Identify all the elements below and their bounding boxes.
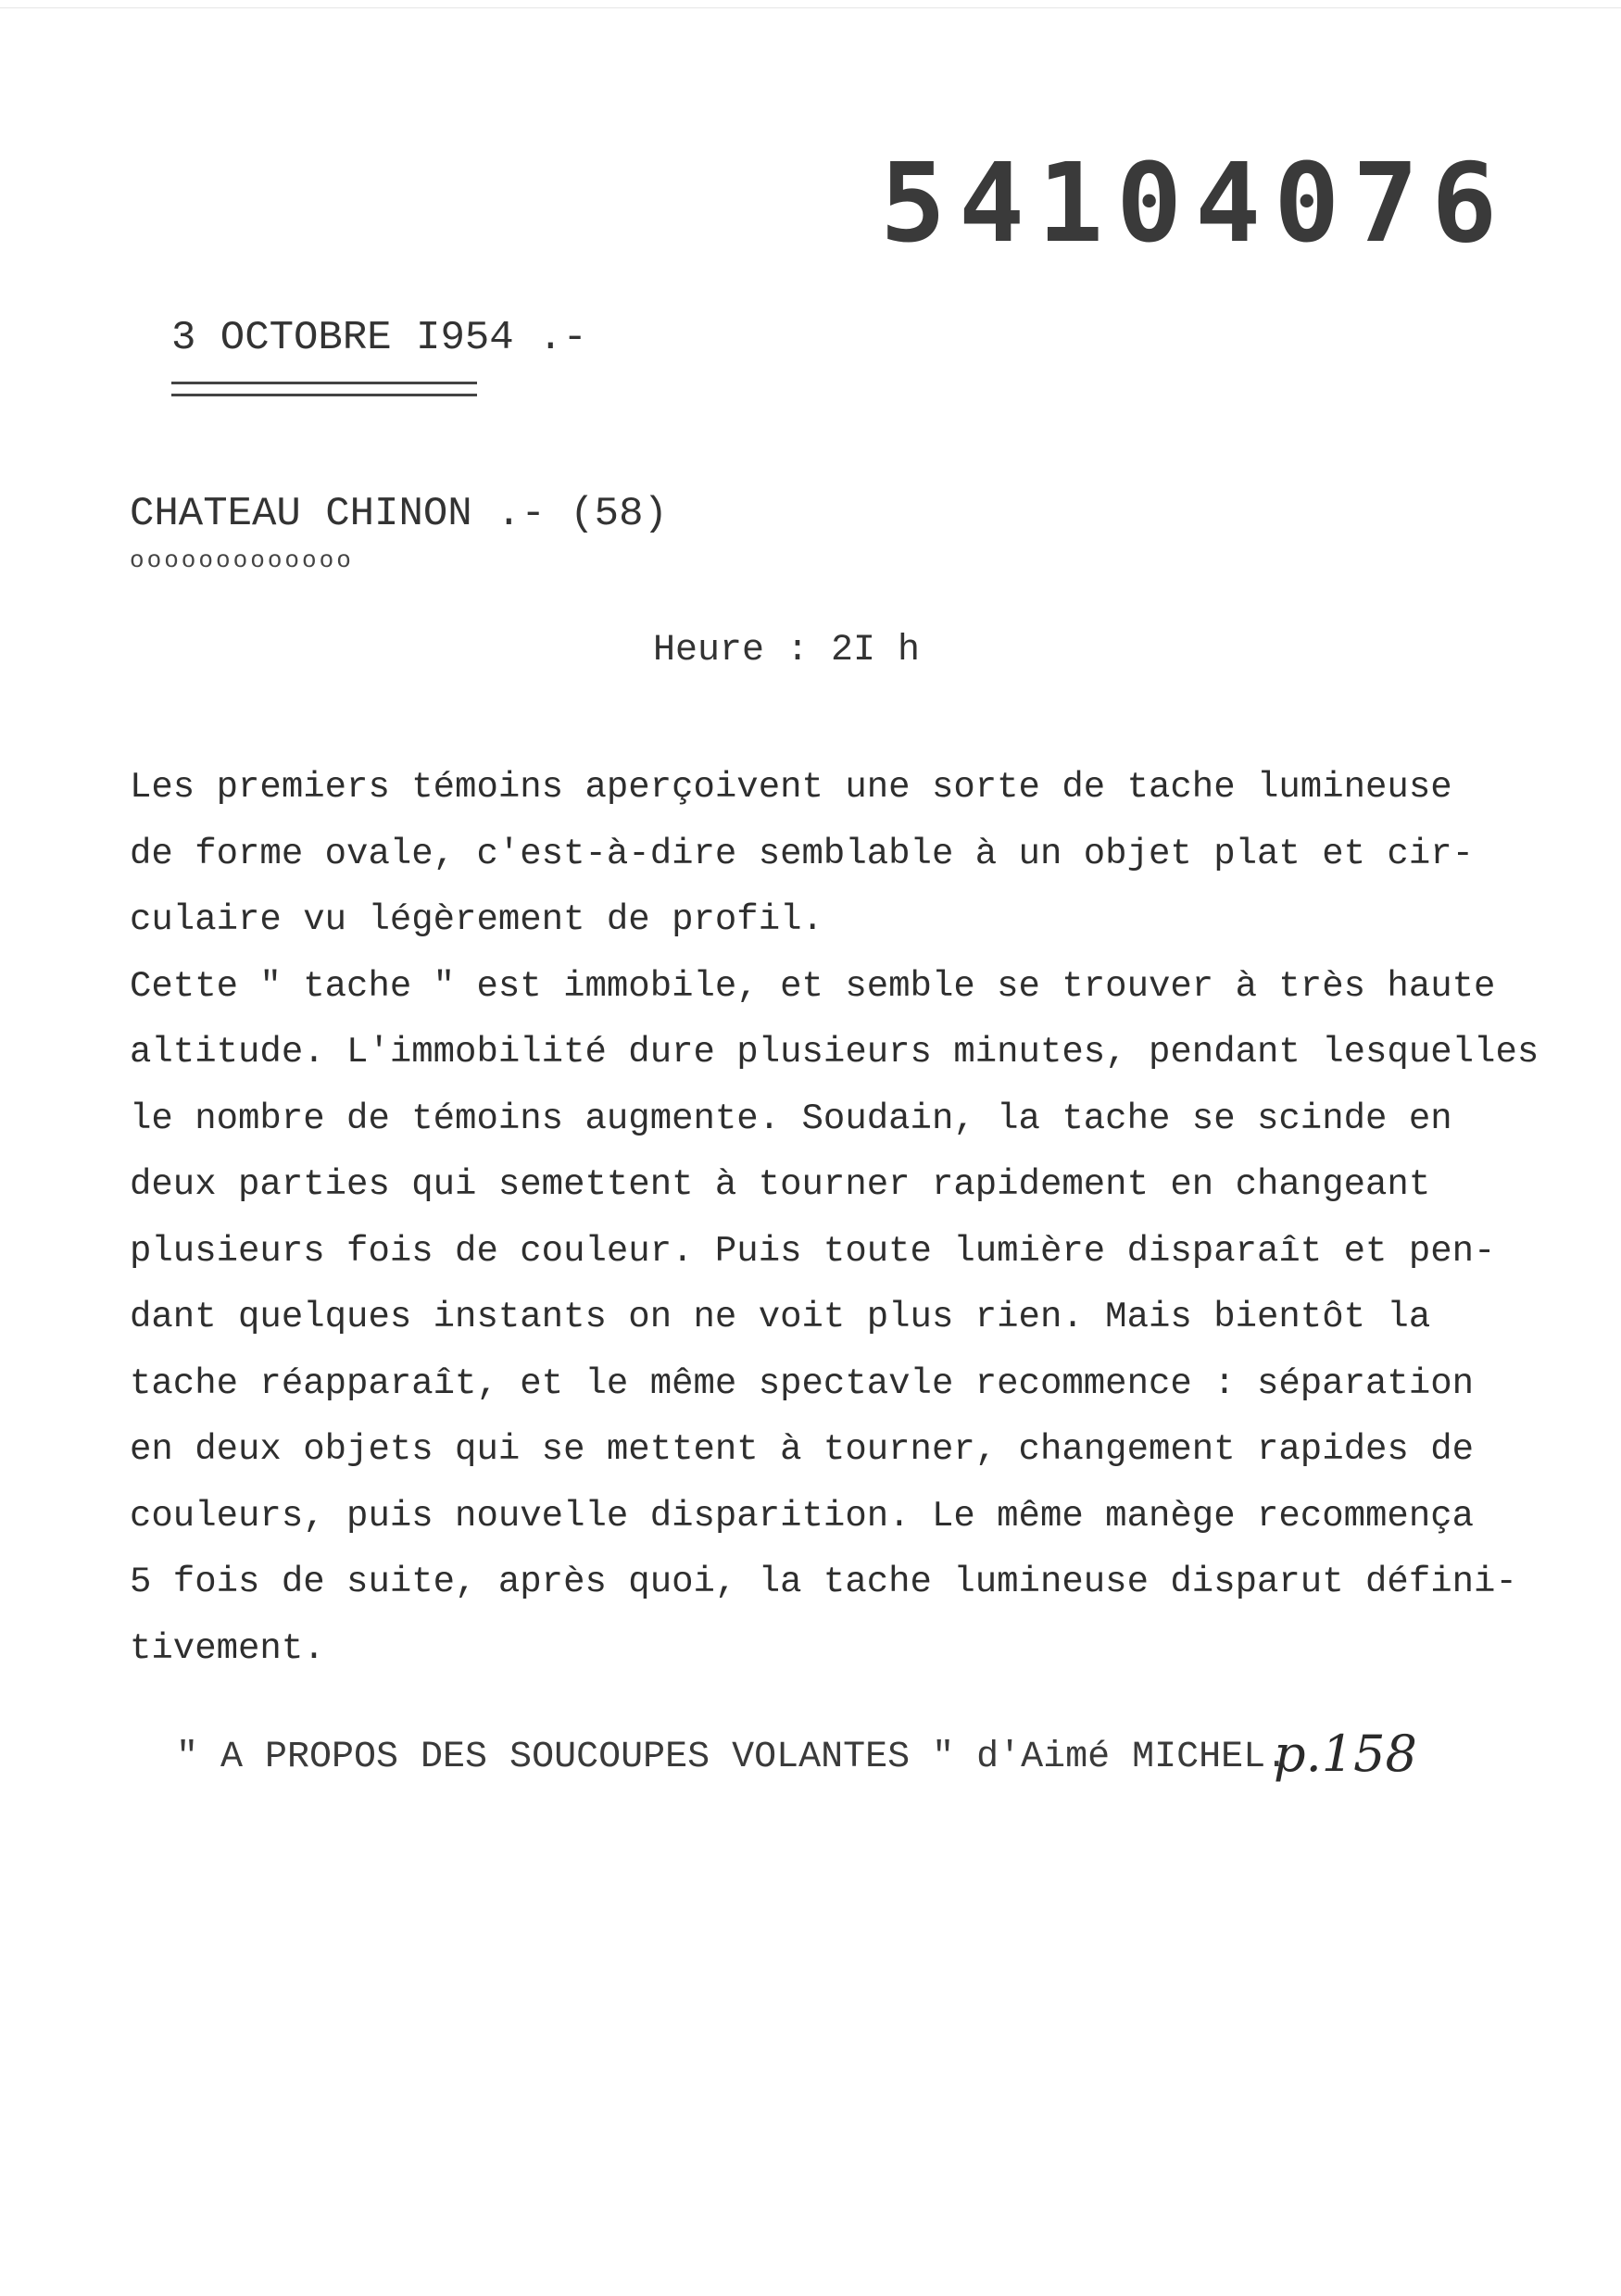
reference-number: 54104076 <box>880 139 1511 267</box>
body-line: en deux objets qui se mettent à tourner, changement rapides de <box>130 1429 1475 1470</box>
body-line: altitude. L'immobilité dure plusieurs minutes, pendant lesquelles <box>130 1032 1539 1073</box>
report-location: CHATEAU CHINON .- (58) <box>130 491 668 537</box>
body-line: deux parties qui semettent à tourner rapidement en changeant <box>130 1164 1431 1205</box>
body-line: tivement. <box>130 1627 325 1669</box>
body-line: plusieurs fois de couleur. Puis toute lumière disparaît et pen- <box>130 1230 1496 1272</box>
body-line: couleurs, puis nouvelle disparition. Le même manège recommença <box>130 1495 1475 1537</box>
body-line: 5 fois de suite, après quoi, la tache lumineuse disparut défini- <box>130 1562 1517 1602</box>
report-date: 3 OCTOBRE I954 .- <box>171 315 587 361</box>
body-line: dant quelques instants on ne voit plus rien. Mais bientôt la <box>130 1297 1431 1337</box>
location-underline: ooooooooooooo <box>130 546 354 574</box>
body-line: tache réapparaît, et le même spectavle recommence : séparation <box>130 1362 1475 1404</box>
body-line: le nombre de témoins augmente. Soudain, la tache se scinde en <box>130 1098 1452 1139</box>
body-line: culaire vu légèrement de profil. <box>130 899 823 940</box>
report-body <box>130 755 1556 1682</box>
body-line: Les premiers témoins aperçoivent une sorte de tache lumineuse <box>130 767 1452 808</box>
report-time: Heure : 2I h <box>653 630 921 671</box>
body-line: Cette " tache " est immobile, et semble se trouver à très haute <box>130 965 1496 1007</box>
page-top-edge <box>0 7 1621 8</box>
date-double-underline <box>171 382 477 396</box>
source-citation: " A PROPOS DES SOUCOUPES VOLANTES " d'Aimé MICHEL. <box>176 1737 1288 1778</box>
handwritten-page-reference: p.158 <box>1274 1725 1417 1783</box>
body-line: de forme ovale, c'est-à-dire semblable à un objet plat et cir- <box>130 833 1475 874</box>
